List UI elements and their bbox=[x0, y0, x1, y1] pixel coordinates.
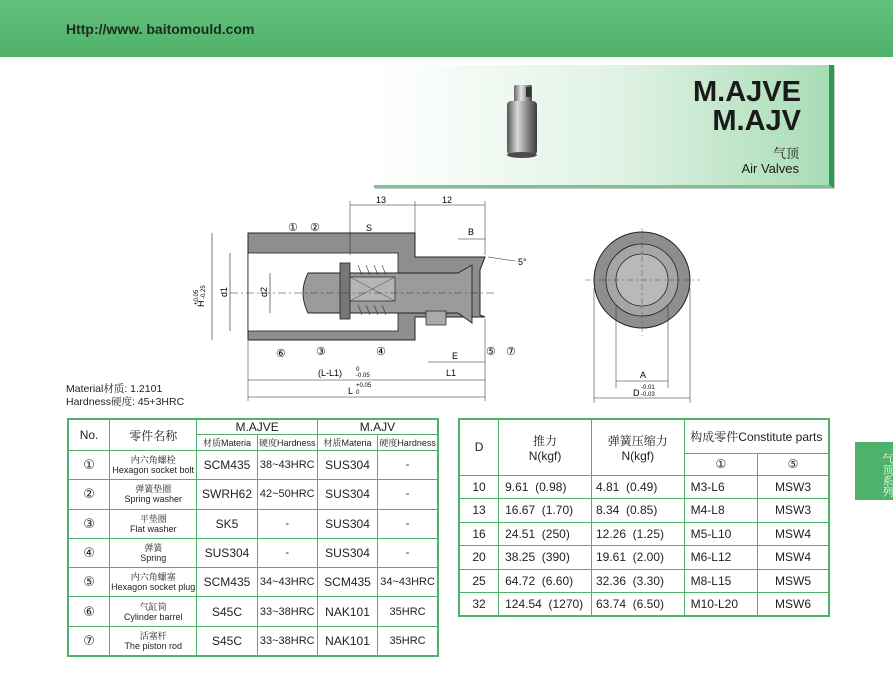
ajve-material: S45C bbox=[197, 626, 257, 655]
part-name-zh: 气缸筒 bbox=[139, 601, 167, 612]
table-row bbox=[459, 569, 829, 593]
title-line1: M.AJVE bbox=[693, 76, 801, 108]
spec-spring-n: 4.81 bbox=[595, 479, 620, 494]
dim-S: S bbox=[366, 223, 373, 233]
material-line: Material材质: 1.2101 bbox=[66, 383, 163, 395]
ajve-hardness: 38~43HRC bbox=[257, 451, 317, 480]
sub-part-1: ① bbox=[684, 453, 757, 475]
dim-5deg: 5° bbox=[518, 257, 527, 267]
spec-spring-kgf: (1.25) bbox=[632, 526, 665, 541]
dim-d1: d1 bbox=[219, 286, 229, 297]
header-url[interactable]: Http://www. baitomould.com bbox=[66, 21, 255, 37]
spec-spring-n: 8.34 bbox=[595, 503, 620, 518]
part-name bbox=[110, 568, 197, 597]
part-name-zh: 弹簧垫圈 bbox=[135, 484, 172, 495]
ajve-material: SCM435 bbox=[197, 568, 257, 597]
title-line2: M.AJV bbox=[712, 105, 801, 137]
table-row bbox=[68, 480, 438, 509]
spec-spring-n: 19.61 bbox=[595, 550, 626, 565]
callout-1: ① bbox=[288, 222, 298, 234]
ajv-material: SUS304 bbox=[317, 509, 377, 538]
ajv-material: SCM435 bbox=[317, 568, 377, 597]
spec-part-1: M5-L10 bbox=[684, 522, 757, 546]
col-d: D bbox=[459, 419, 499, 475]
ajv-hardness: 34~43HRC bbox=[378, 568, 438, 597]
table-row bbox=[68, 597, 438, 626]
part-name-en: The piston rod bbox=[124, 640, 182, 651]
part-name-en: Hexagon socket plug bbox=[111, 582, 196, 593]
ajv-material: NAK101 bbox=[317, 597, 377, 626]
table-row bbox=[459, 475, 829, 499]
sub-hardness: 硬度Hardness bbox=[378, 435, 438, 451]
spec-spring-kgf: (3.30) bbox=[632, 573, 665, 588]
spec-spring-kgf: (0.49) bbox=[626, 479, 658, 494]
part-name bbox=[110, 480, 197, 509]
spec-force-n: 16.67 bbox=[505, 503, 536, 518]
callout-2: ② bbox=[310, 222, 320, 234]
title-en: Air Valves bbox=[741, 161, 799, 176]
dim-L-tol-dn: 0 bbox=[356, 390, 360, 396]
col-name: 零件名称 bbox=[110, 419, 197, 451]
part-no: ⑥ bbox=[68, 597, 110, 626]
hardness-line: Hardness硬度: 45+3HRC bbox=[66, 396, 185, 408]
dim-A: A bbox=[640, 370, 647, 380]
spec-part-1: M8-L15 bbox=[684, 569, 757, 593]
part-name bbox=[110, 597, 197, 626]
dim-LL1-tol-dn: -0.05 bbox=[356, 373, 370, 379]
part-name bbox=[110, 451, 197, 480]
spec-part-5: MSW3 bbox=[758, 499, 829, 523]
table-row bbox=[68, 538, 438, 567]
ajve-material: SUS304 bbox=[197, 538, 257, 567]
col-spring bbox=[591, 419, 684, 475]
ajv-hardness: - bbox=[378, 480, 438, 509]
col-force-unit: N(kgf) bbox=[528, 448, 562, 463]
dim-12: 12 bbox=[442, 195, 453, 205]
part-name-en: Spring washer bbox=[124, 494, 182, 505]
ajv-material: NAK101 bbox=[317, 626, 377, 655]
col-ajve: M.AJVE bbox=[197, 419, 318, 435]
part-name-zh: 内六角螺栓 bbox=[130, 455, 176, 466]
col-spring-label: 弹簧压缩力 bbox=[607, 433, 668, 448]
dim-L1: L1 bbox=[446, 368, 457, 378]
ajv-material: SUS304 bbox=[317, 480, 377, 509]
spec-part-5: MSW5 bbox=[758, 569, 829, 593]
col-force bbox=[499, 419, 592, 475]
part-name-zh: 平垫圈 bbox=[139, 513, 167, 524]
ajve-hardness: - bbox=[257, 538, 317, 567]
ajv-hardness: - bbox=[378, 451, 438, 480]
ajv-hardness: 35HRC bbox=[378, 626, 438, 655]
spec-spring-n: 63.74 bbox=[595, 597, 626, 611]
dim-LL1: (L-L1) bbox=[318, 368, 343, 378]
end-view-drawing bbox=[585, 228, 705, 408]
col-spring-unit: N(kgf) bbox=[621, 448, 655, 463]
ajve-hardness: 42~50HRC bbox=[257, 480, 317, 509]
spec-d: 32 bbox=[459, 593, 499, 617]
part-name-zh: 内六角螺塞 bbox=[130, 572, 176, 583]
spec-force-n: 64.72 bbox=[505, 573, 536, 588]
spec-spring-kgf: (0.85) bbox=[626, 503, 658, 518]
spec-part-1: M4-L8 bbox=[684, 499, 757, 523]
spec-force bbox=[499, 546, 592, 570]
parts-table bbox=[67, 418, 439, 657]
spec-force-kgf: (0.98) bbox=[535, 479, 567, 494]
dim-D-tol-dn: -0.03 bbox=[641, 392, 655, 398]
ajve-hardness: - bbox=[257, 509, 317, 538]
ajve-material: S45C bbox=[197, 597, 257, 626]
part-name bbox=[110, 509, 197, 538]
dim-H-tol-up: +0.05 bbox=[194, 289, 200, 305]
ajv-material: SUS304 bbox=[317, 451, 377, 480]
part-name-en: Spring bbox=[140, 553, 167, 564]
spec-d: 10 bbox=[459, 475, 499, 499]
spec-force bbox=[499, 569, 592, 593]
spec-spring bbox=[591, 569, 684, 593]
sub-part-5: ⑤ bbox=[758, 453, 829, 475]
ajve-material: SK5 bbox=[197, 509, 257, 538]
dim-L: L bbox=[348, 386, 354, 396]
table-row bbox=[459, 499, 829, 523]
part-name-en: Flat washer bbox=[129, 523, 177, 534]
dim-L-tol-up: +0.05 bbox=[356, 383, 372, 389]
ajve-material: SCM435 bbox=[197, 451, 257, 480]
part-no: ⑦ bbox=[68, 626, 110, 655]
spec-force bbox=[499, 593, 592, 617]
spec-force-n: 38.25 bbox=[505, 550, 536, 565]
spec-force-kgf: (250) bbox=[541, 526, 570, 541]
title-box bbox=[374, 65, 834, 188]
spec-d: 25 bbox=[459, 569, 499, 593]
spec-force-kgf: (390) bbox=[541, 550, 570, 565]
callout-7: ⑦ bbox=[506, 346, 516, 358]
sub-material: 材质Materia bbox=[317, 435, 377, 451]
spec-spring bbox=[591, 499, 684, 523]
material-info bbox=[66, 383, 184, 409]
spec-force-kgf: (1270) bbox=[548, 597, 584, 611]
part-name-en: Hexagon socket bolt bbox=[112, 465, 194, 476]
spec-part-1: M10-L20 bbox=[684, 593, 757, 617]
spec-spring-kgf: (2.00) bbox=[632, 550, 665, 565]
spec-part-1: M6-L12 bbox=[684, 546, 757, 570]
spec-part-5: MSW4 bbox=[758, 522, 829, 546]
spec-d: 20 bbox=[459, 546, 499, 570]
side-tab[interactable]: 气顶系列 bbox=[855, 442, 893, 500]
spec-spring bbox=[591, 546, 684, 570]
table-row bbox=[68, 568, 438, 597]
spec-force-n: 124.54 bbox=[505, 597, 542, 611]
ajve-material: SWRH62 bbox=[197, 480, 257, 509]
dim-13: 13 bbox=[376, 195, 387, 205]
spec-spring bbox=[591, 475, 684, 499]
dim-B: B bbox=[468, 227, 475, 237]
spec-part-5: MSW3 bbox=[758, 475, 829, 499]
spec-part-5: MSW6 bbox=[758, 593, 829, 617]
dim-D: D bbox=[633, 388, 640, 398]
spec-spring bbox=[591, 522, 684, 546]
spec-spring-n: 12.26 bbox=[595, 526, 626, 541]
table-row bbox=[68, 451, 438, 480]
table-row bbox=[459, 546, 829, 570]
callout-4: ④ bbox=[376, 346, 386, 358]
sub-hardness: 硬度Hardness bbox=[257, 435, 317, 451]
table-row bbox=[459, 522, 829, 546]
part-no: ② bbox=[68, 480, 110, 509]
ajve-hardness: 33~38HRC bbox=[257, 626, 317, 655]
ajv-hardness: - bbox=[378, 538, 438, 567]
spec-table bbox=[458, 418, 830, 617]
part-no: ③ bbox=[68, 509, 110, 538]
spec-spring-kgf: (6.50) bbox=[632, 597, 665, 611]
part-no: ① bbox=[68, 451, 110, 480]
header-bar bbox=[0, 0, 893, 57]
spec-force-n: 9.61 bbox=[505, 479, 529, 494]
col-ajv: M.AJV bbox=[317, 419, 438, 435]
col-parts: 构成零件Constitute parts bbox=[684, 419, 829, 453]
spec-force bbox=[499, 475, 592, 499]
callout-3: ③ bbox=[316, 346, 326, 358]
dim-H: H bbox=[196, 300, 206, 307]
part-no: ⑤ bbox=[68, 568, 110, 597]
title-cn: 气顶 bbox=[772, 146, 799, 161]
dim-H-tol-dn: -0.25 bbox=[201, 285, 207, 299]
spec-part-5: MSW4 bbox=[758, 546, 829, 570]
ajv-material: SUS304 bbox=[317, 538, 377, 567]
col-no: No. bbox=[68, 419, 110, 451]
spec-d: 16 bbox=[459, 522, 499, 546]
part-name bbox=[110, 538, 197, 567]
ajv-hardness: 35HRC bbox=[378, 597, 438, 626]
part-name-zh: 活塞杆 bbox=[139, 630, 167, 641]
callout-6: ⑥ bbox=[276, 348, 286, 360]
dim-d2: d2 bbox=[259, 286, 269, 297]
dim-E: E bbox=[452, 351, 459, 361]
part-no: ④ bbox=[68, 538, 110, 567]
section-drawing bbox=[190, 195, 530, 405]
spec-force-kgf: (6.60) bbox=[541, 573, 574, 588]
col-force-label: 推力 bbox=[533, 433, 558, 448]
spec-spring-n: 32.36 bbox=[595, 573, 626, 588]
dim-LL1-tol-up: 0 bbox=[356, 367, 360, 373]
table-row bbox=[68, 509, 438, 538]
spec-force-n: 24.51 bbox=[505, 526, 536, 541]
ajve-hardness: 33~38HRC bbox=[257, 597, 317, 626]
spec-force bbox=[499, 522, 592, 546]
callout-5: ⑤ bbox=[486, 346, 496, 358]
spec-force-kgf: (1.70) bbox=[541, 503, 574, 518]
table-row bbox=[68, 626, 438, 655]
spec-spring bbox=[591, 593, 684, 617]
table-row bbox=[459, 593, 829, 617]
ajv-hardness: - bbox=[378, 509, 438, 538]
spec-part-1: M3-L6 bbox=[684, 475, 757, 499]
sub-material: 材质Materia bbox=[197, 435, 257, 451]
part-name-en: Cylinder barrel bbox=[123, 611, 183, 622]
ajve-hardness: 34~43HRC bbox=[257, 568, 317, 597]
spec-d: 13 bbox=[459, 499, 499, 523]
spec-force bbox=[499, 499, 592, 523]
dim-D-tol-up: -0.01 bbox=[641, 385, 655, 391]
part-name-zh: 弹簧 bbox=[144, 543, 163, 554]
part-name bbox=[110, 626, 197, 655]
